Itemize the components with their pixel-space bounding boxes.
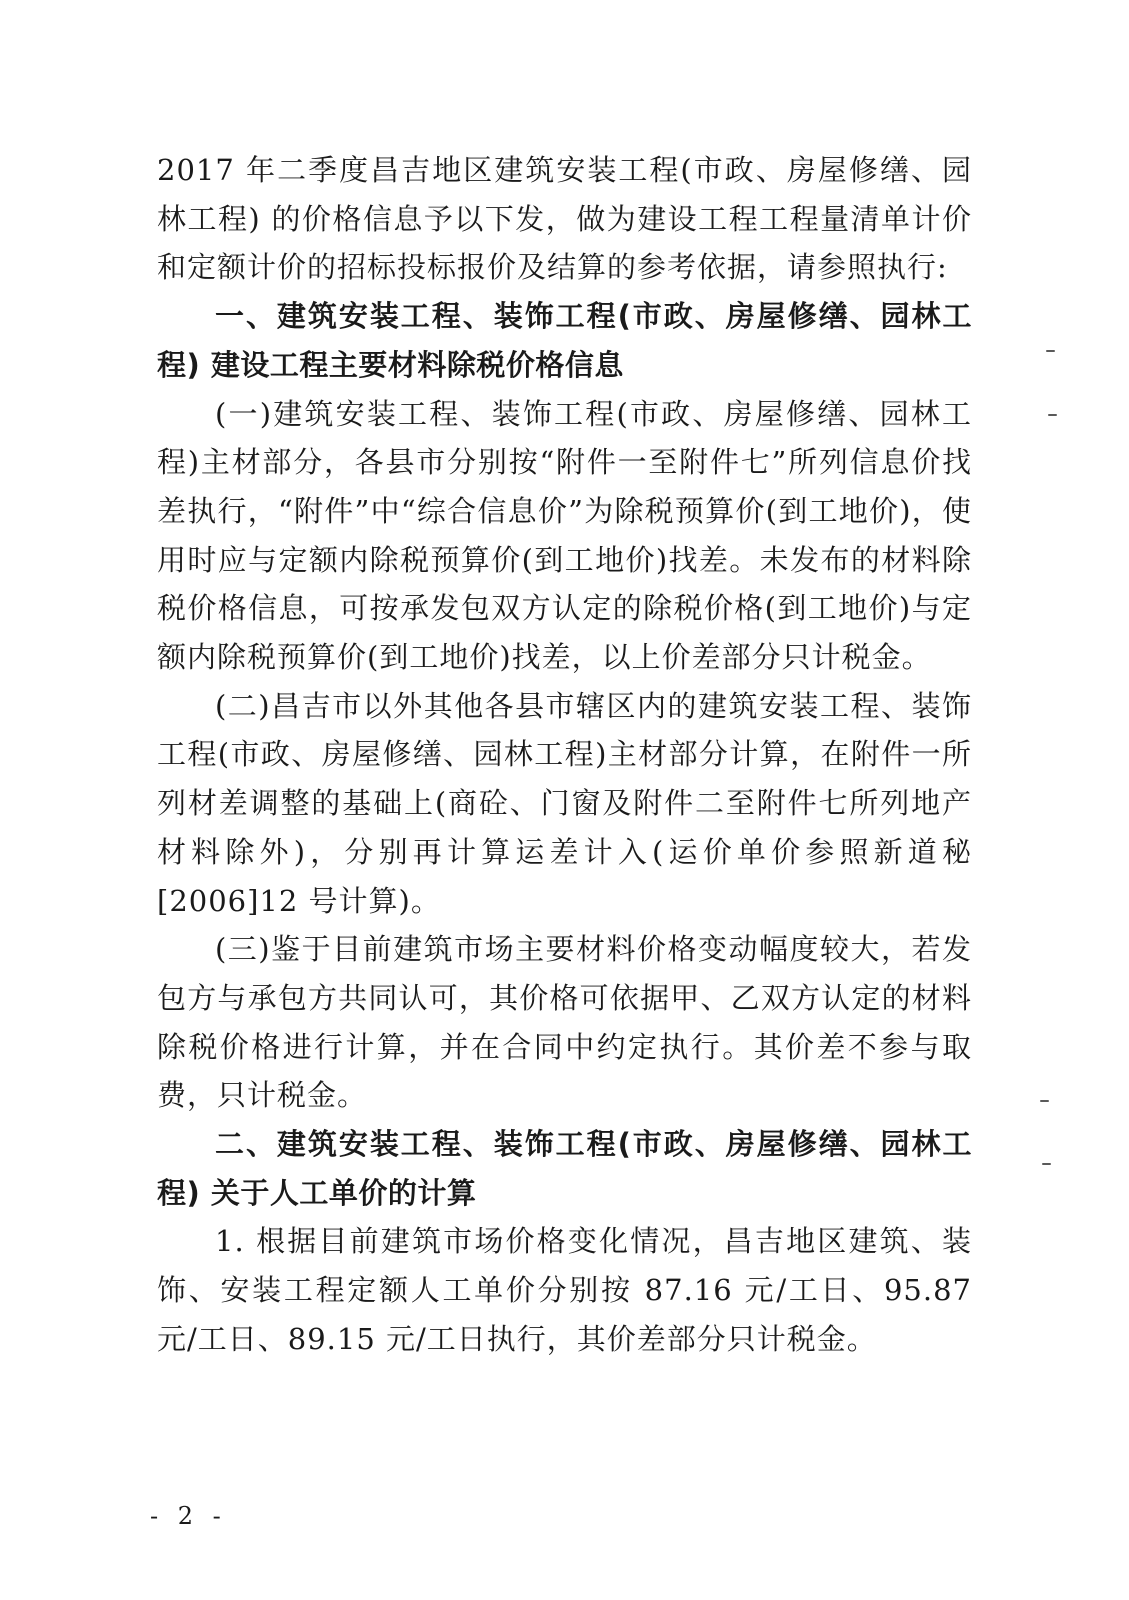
subsection-2-paragraph: (二)昌吉市以外其他各县市辖区内的建筑安装工程、装饰工程(市政、房屋修缮、园林工程)主材部分计算，在附件一所列材差调整的基础上(商砼、门窗及附件二至附件七所列地产材料除外)，分别再计算运差计入(运价单价参照新道秘[2006]12 号计算)。	[157, 688, 972, 918]
scan-mark	[1046, 350, 1055, 352]
subsection-1-paragraph: (一)建筑安装工程、装饰工程(市政、房屋修缮、园林工程)主材部分，各县市分别按“附件一至附件七”所列信息价找差执行，“附件”中“综合信息价”为除税预算价(到工地价)，使用时应与定额内除税预算价(到工地价)找差。未发布的材料除税价格信息，可按承发包双方认定的除税价格(到工地价)与定额内除税预算价(到工地价)找差，以上价差部分只计税金。	[157, 396, 972, 675]
section-heading-2: 二、建筑安装工程、装饰工程(市政、房屋修缮、园林工程) 关于人工单价的计算	[157, 1127, 972, 1210]
labor-price-paragraph: 1. 根据目前建筑市场价格变化情况，昌吉地区建筑、装饰、安装工程定额人工单价分别按 87.16 元/工日、95.87 元/工日、89.15 元/工日执行，其价差部分只计税金。	[157, 1224, 972, 1356]
scan-mark	[1048, 414, 1057, 416]
scan-mark	[1040, 1100, 1049, 1102]
subsection-3-paragraph: (三)鉴于目前建筑市场主要材料价格变动幅度较大，若发包方与承包方共同认可，其价格可依据甲、乙双方认定的材料除税价格进行计算，并在合同中约定执行。其价差不参与取费，只计税金。	[157, 932, 972, 1113]
document-body	[157, 146, 972, 1364]
section-heading-1: 一、建筑安装工程、装饰工程(市政、房屋修缮、园林工程) 建设工程主要材料除税价格信息	[157, 299, 972, 382]
page-number: - 2 -	[150, 1502, 227, 1530]
intro-paragraph: 2017 年二季度昌吉地区建筑安装工程(市政、房屋修缮、园林工程) 的价格信息予以下发，做为建设工程工程量清单计价和定额计价的招标投标报价及结算的参考依据，请参照执行:	[157, 153, 972, 285]
scan-mark	[1042, 1163, 1051, 1165]
